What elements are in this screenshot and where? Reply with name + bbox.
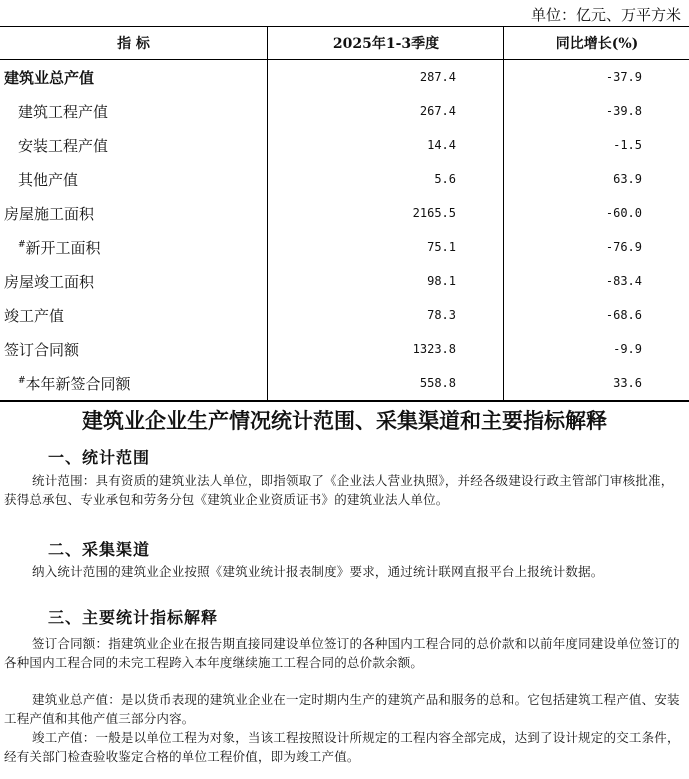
- table-row: [0, 60, 689, 95]
- header-period: 2025年1-3季度: [268, 27, 504, 60]
- table-row: [0, 366, 689, 401]
- section-1-title: 一、统计范围: [48, 448, 151, 467]
- row-growth: 63.9: [504, 162, 689, 196]
- header-indicator: 指 标: [0, 27, 268, 60]
- row-growth: -9.9: [504, 332, 689, 366]
- section-3-para-2: 建筑业总产值：是以货币表现的建筑业企业在一定时期内生产的建筑产品和服务的总和。它包括建筑工程产值、安装工程产值和其他产值三部分内容。: [4, 692, 680, 726]
- row-label-text: 房屋施工面积: [4, 204, 95, 223]
- unit-label: 单位：亿元、万平方米: [530, 6, 681, 24]
- row-label-text: 其他产值: [18, 170, 79, 189]
- table-row: [0, 264, 689, 298]
- table-row: [0, 162, 689, 196]
- table-row: [0, 128, 689, 162]
- row-value: 2165.5: [268, 196, 504, 230]
- section-2-title: 二、采集渠道: [48, 540, 151, 559]
- row-growth: -37.9: [504, 60, 689, 95]
- row-value: 75.1: [268, 230, 504, 264]
- row-label-text: 新开工面积: [25, 238, 101, 257]
- row-growth: -1.5: [504, 128, 689, 162]
- section-3-para-3: 竣工产值：一般是以单位工程为对象，当该工程按照设计所规定的工程内容全部完成，达到了设计规定的交工条件，经有关部门检查验收鉴定合格的单位工程价值，即为竣工产值。: [4, 730, 680, 764]
- table-row: [0, 332, 689, 366]
- table-row: [0, 94, 689, 128]
- section-1-text: 统计范围：具有资质的建筑业法人单位，即指领取了《企业法人营业执照》，并经各级建设行政主管部门审核批准，获得总承包、专业承包和劳务分包《建筑业企业资质证书》的建筑业法人单位。: [4, 473, 674, 507]
- table-header-row: [0, 27, 689, 60]
- row-label: [0, 264, 268, 298]
- doc-title: 建筑业企业生产情况统计范围、采集渠道和主要指标解释: [82, 408, 607, 433]
- row-label: [0, 60, 268, 95]
- section-3-para-1: 签订合同额：指建筑业企业在报告期直接同建设单位签订的各种国内工程合同的总价款和以前年度同建设单位签订的各种国内工程合同的未完工程跨入本年度继续施工工程合同的总价款余额。: [4, 636, 680, 670]
- row-label: [0, 94, 268, 128]
- row-growth: -39.8: [504, 94, 689, 128]
- table-row: [0, 196, 689, 230]
- row-growth: -60.0: [504, 196, 689, 230]
- row-value: 558.8: [268, 366, 504, 401]
- row-growth: -68.6: [504, 298, 689, 332]
- row-label: [0, 128, 268, 162]
- row-value: 98.1: [268, 264, 504, 298]
- table-row: [0, 230, 689, 264]
- row-label: [0, 298, 268, 332]
- stats-table: [0, 26, 689, 402]
- row-value: 1323.8: [268, 332, 504, 366]
- footnote-mark: #: [18, 239, 26, 250]
- row-label: [0, 230, 268, 264]
- table-row: [0, 298, 689, 332]
- row-value: 78.3: [268, 298, 504, 332]
- row-growth: 33.6: [504, 366, 689, 401]
- row-label: [0, 196, 268, 230]
- row-label-text: 安装工程产值: [18, 136, 109, 155]
- row-label: [0, 332, 268, 366]
- row-label: [0, 366, 268, 401]
- row-growth: -83.4: [504, 264, 689, 298]
- row-value: 14.4: [268, 128, 504, 162]
- section-2-text: 纳入统计范围的建筑业企业按照《建筑业统计报表制度》要求，通过统计联网直报平台上报统计数据。: [32, 564, 604, 579]
- row-value: 287.4: [268, 60, 504, 95]
- row-growth: -76.9: [504, 230, 689, 264]
- footnote-mark: #: [18, 375, 26, 386]
- header-growth: 同比增长(%): [504, 27, 689, 60]
- row-label-text: 竣工产值: [4, 306, 65, 325]
- row-label-text: 建筑工程产值: [18, 102, 109, 121]
- row-label-text: 建筑业总产值: [4, 68, 95, 87]
- row-value: 5.6: [268, 162, 504, 196]
- row-value: 267.4: [268, 94, 504, 128]
- row-label-text: 房屋竣工面积: [4, 272, 95, 291]
- row-label-text: 签订合同额: [4, 340, 80, 359]
- row-label-text: 本年新签合同额: [25, 374, 131, 393]
- section-3-title: 三、主要统计指标解释: [48, 608, 219, 627]
- row-label: [0, 162, 268, 196]
